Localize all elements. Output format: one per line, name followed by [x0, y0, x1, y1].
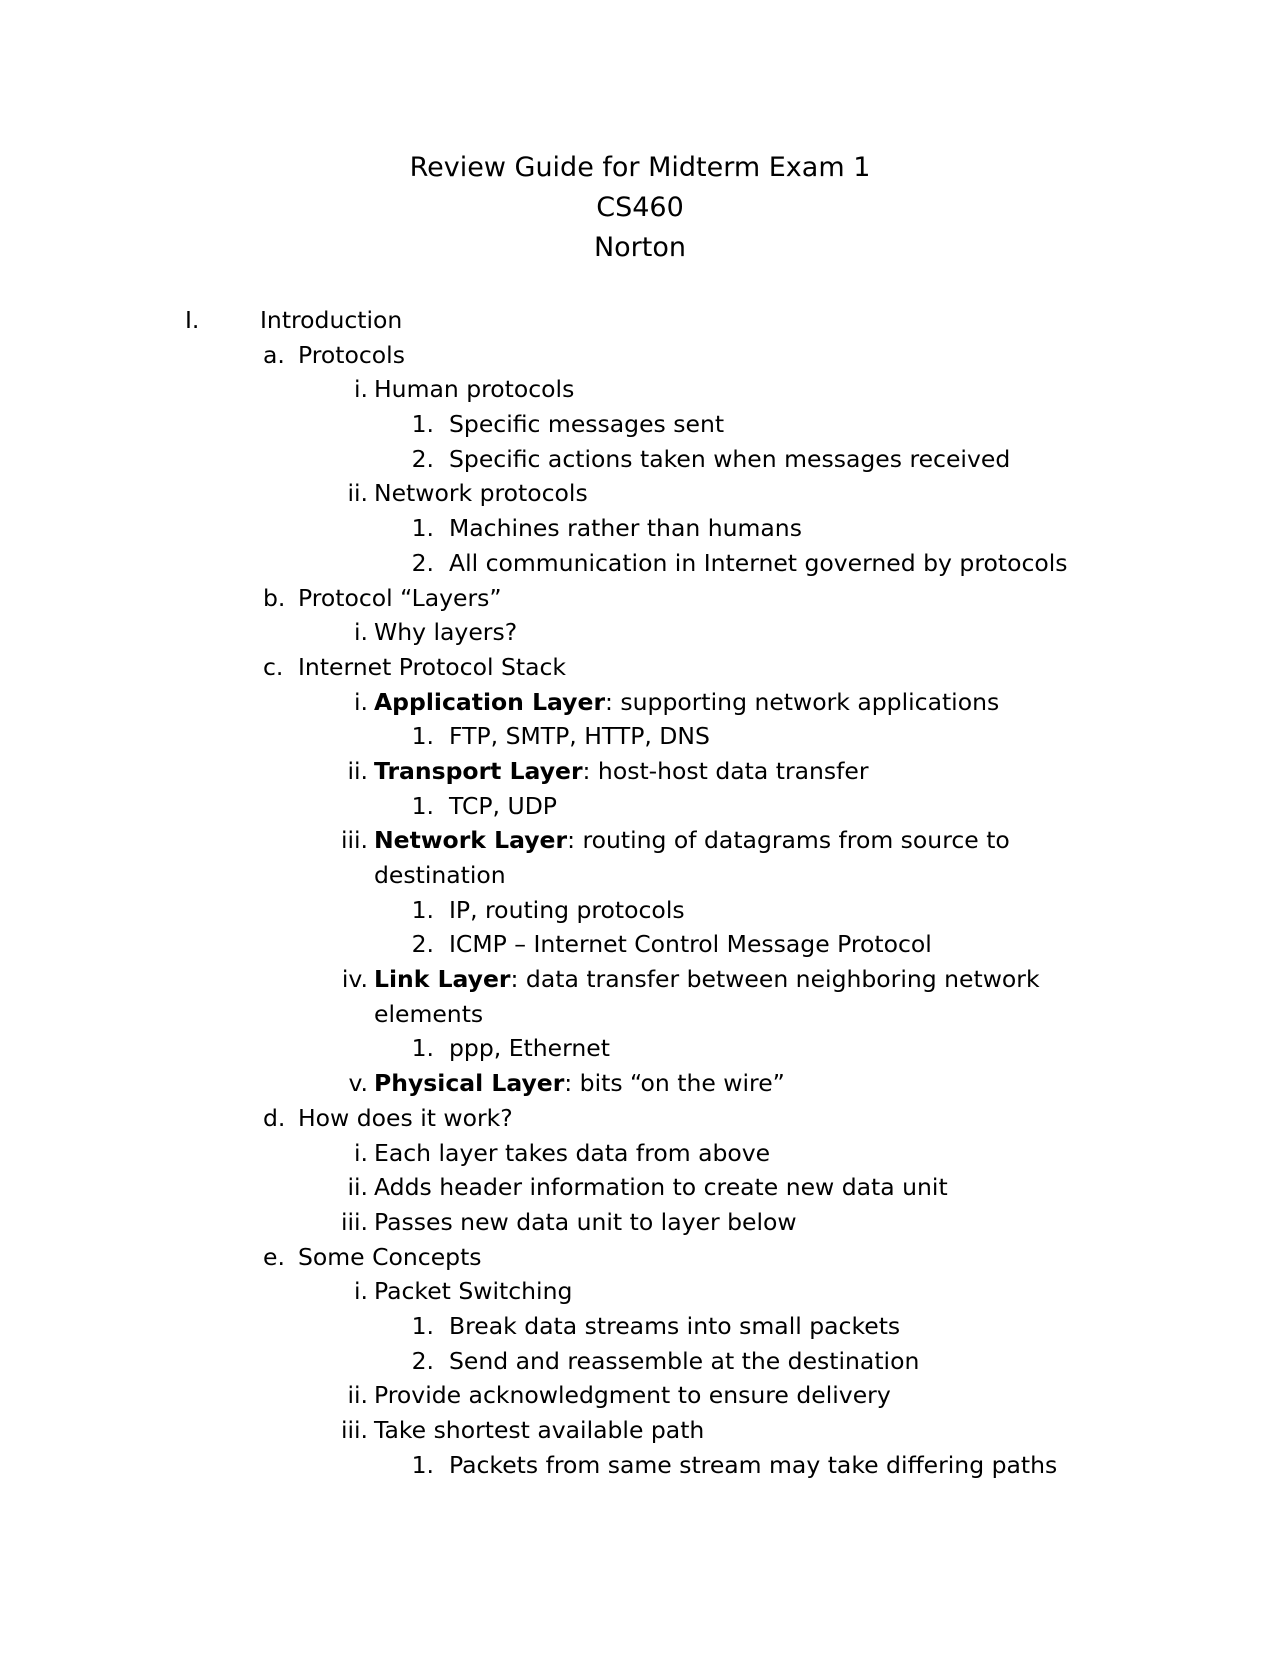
layer-term: Link Layer: [374, 965, 511, 994]
outline-item: [0, 1031, 1280, 1066]
outline-marker: i.: [354, 687, 368, 716]
outline-item: [0, 581, 1280, 616]
outline-item: [0, 650, 1280, 685]
outline-marker: ii.: [347, 756, 368, 785]
outline-item: [0, 1136, 1280, 1171]
outline-marker: ii.: [347, 1173, 368, 1202]
outline-text: elements: [374, 999, 484, 1028]
outline-text: Why layers?: [374, 618, 518, 647]
outline: [0, 303, 1280, 1482]
outline-item: [0, 1066, 1280, 1101]
outline-marker: d.: [263, 1103, 286, 1132]
layer-description: : routing of datagrams from source to: [567, 826, 1010, 855]
outline-text: [374, 754, 869, 789]
outline-marker: ii.: [347, 479, 368, 508]
outline-marker: iv.: [341, 965, 368, 994]
outline-marker: i.: [354, 375, 368, 404]
outline-text: Packet Switching: [374, 1277, 573, 1306]
layer-term: Network Layer: [374, 826, 568, 855]
outline-item: [0, 407, 1280, 442]
outline-item: [0, 1240, 1280, 1275]
course-code: CS460: [596, 192, 684, 223]
document-title: Review Guide for Midterm Exam 1: [409, 152, 871, 183]
outline-marker: 1.: [411, 1034, 434, 1063]
outline-text: Some Concepts: [298, 1242, 482, 1271]
layer-term: Application Layer: [374, 687, 606, 716]
outline-marker: i.: [354, 618, 368, 647]
outline-item: [0, 1309, 1280, 1344]
outline-marker: 2.: [411, 930, 434, 959]
outline-text: How does it work?: [298, 1103, 513, 1132]
outline-item: [0, 1378, 1280, 1413]
outline-text: [374, 823, 1010, 858]
outline-text: Provide acknowledgment to ensure delivery: [374, 1381, 891, 1410]
outline-item: [0, 1101, 1280, 1136]
outline-text: Send and reassemble at the destination: [449, 1346, 920, 1375]
outline-text: Passes new data unit to layer below: [374, 1207, 797, 1236]
outline-text: Break data streams into small packets: [449, 1311, 901, 1340]
outline-marker: I.: [185, 306, 200, 334]
document-header: [0, 148, 1280, 268]
outline-marker: e.: [263, 1242, 285, 1271]
outline-marker: 1.: [411, 791, 434, 820]
outline-marker: 2.: [411, 1346, 434, 1375]
outline-marker: 1.: [411, 1450, 434, 1479]
outline-item: [0, 719, 1280, 754]
outline-item: [0, 789, 1280, 824]
layer-description: : supporting network applications: [605, 687, 1000, 716]
outline-item: [0, 1448, 1280, 1483]
outline-text: Specific actions taken when messages received: [449, 444, 1011, 473]
outline-item: [0, 1205, 1280, 1240]
outline-marker: iii.: [340, 826, 368, 855]
outline-marker: 2.: [411, 548, 434, 577]
outline-marker: i.: [354, 1138, 368, 1167]
outline-item: [0, 511, 1280, 546]
outline-marker: 2.: [411, 444, 434, 473]
outline-text: [374, 685, 999, 720]
outline-text: Human protocols: [374, 375, 575, 404]
outline-item: [0, 372, 1280, 407]
outline-text: Machines rather than humans: [449, 514, 802, 543]
outline-marker: iii.: [340, 1416, 368, 1444]
outline-text: Adds header information to create new data unit: [374, 1173, 948, 1202]
outline-marker: a.: [263, 340, 285, 369]
instructor-name: Norton: [593, 232, 687, 263]
outline-item: [0, 1170, 1280, 1205]
outline-text: ppp, Ethernet: [449, 1034, 610, 1063]
layer-description: : host-host data transfer: [582, 756, 869, 785]
outline-item: [0, 546, 1280, 581]
outline-text: Protocols: [298, 340, 405, 369]
outline-item: [0, 1274, 1280, 1309]
outline-text: IP, routing protocols: [449, 895, 685, 924]
outline-marker: 1.: [411, 722, 434, 751]
outline-item: [0, 1413, 1280, 1448]
outline-marker: 1.: [411, 514, 434, 543]
outline-text: [374, 1066, 785, 1101]
outline-item: [0, 476, 1280, 511]
outline-marker: v.: [348, 1069, 368, 1098]
outline-text: TCP, UDP: [449, 791, 557, 820]
outline-text: All communication in Internet governed by protocols: [449, 548, 1068, 577]
outline-item: [0, 338, 1280, 373]
outline-item: [0, 962, 1280, 997]
outline-marker: iii.: [340, 1207, 368, 1236]
outline-text: Each layer takes data from above: [374, 1138, 771, 1167]
layer-term: Transport Layer: [374, 756, 583, 785]
outline-item: [0, 685, 1280, 720]
outline-text: Protocol “Layers”: [298, 583, 502, 612]
layer-description: : data transfer between neighboring network: [510, 965, 1040, 994]
outline-text: Specific messages sent: [449, 410, 725, 439]
outline-heading-text: Introduction: [260, 306, 403, 334]
outline-text: destination: [374, 861, 506, 889]
outline-continuation: [0, 858, 1280, 893]
outline-item: [0, 823, 1280, 858]
outline-item: [0, 1344, 1280, 1379]
layer-description: : bits “on the wire”: [564, 1069, 785, 1098]
outline-text: ICMP – Internet Control Message Protocol: [449, 930, 932, 959]
outline-text: [374, 962, 1040, 997]
outline-marker: 1.: [411, 895, 434, 924]
outline-item: [0, 927, 1280, 962]
outline-text: Network protocols: [374, 479, 588, 508]
outline-item: [0, 893, 1280, 928]
outline-section-heading: [0, 303, 1280, 338]
layer-term: Physical Layer: [374, 1069, 565, 1098]
outline-item: [0, 442, 1280, 477]
outline-marker: i.: [354, 1277, 368, 1306]
outline-marker: 1.: [411, 1311, 434, 1340]
outline-text: Packets from same stream may take differing paths: [449, 1450, 1058, 1479]
outline-marker: c.: [263, 652, 284, 681]
outline-marker: 1.: [411, 410, 434, 439]
outline-marker: b.: [263, 583, 286, 612]
outline-text: FTP, SMTP, HTTP, DNS: [449, 722, 710, 751]
outline-marker: ii.: [347, 1381, 368, 1410]
outline-continuation: [0, 997, 1280, 1032]
outline-item: [0, 615, 1280, 650]
outline-text: Internet Protocol Stack: [298, 652, 567, 681]
outline-item: [0, 754, 1280, 789]
outline-text: Take shortest available path: [374, 1416, 705, 1444]
